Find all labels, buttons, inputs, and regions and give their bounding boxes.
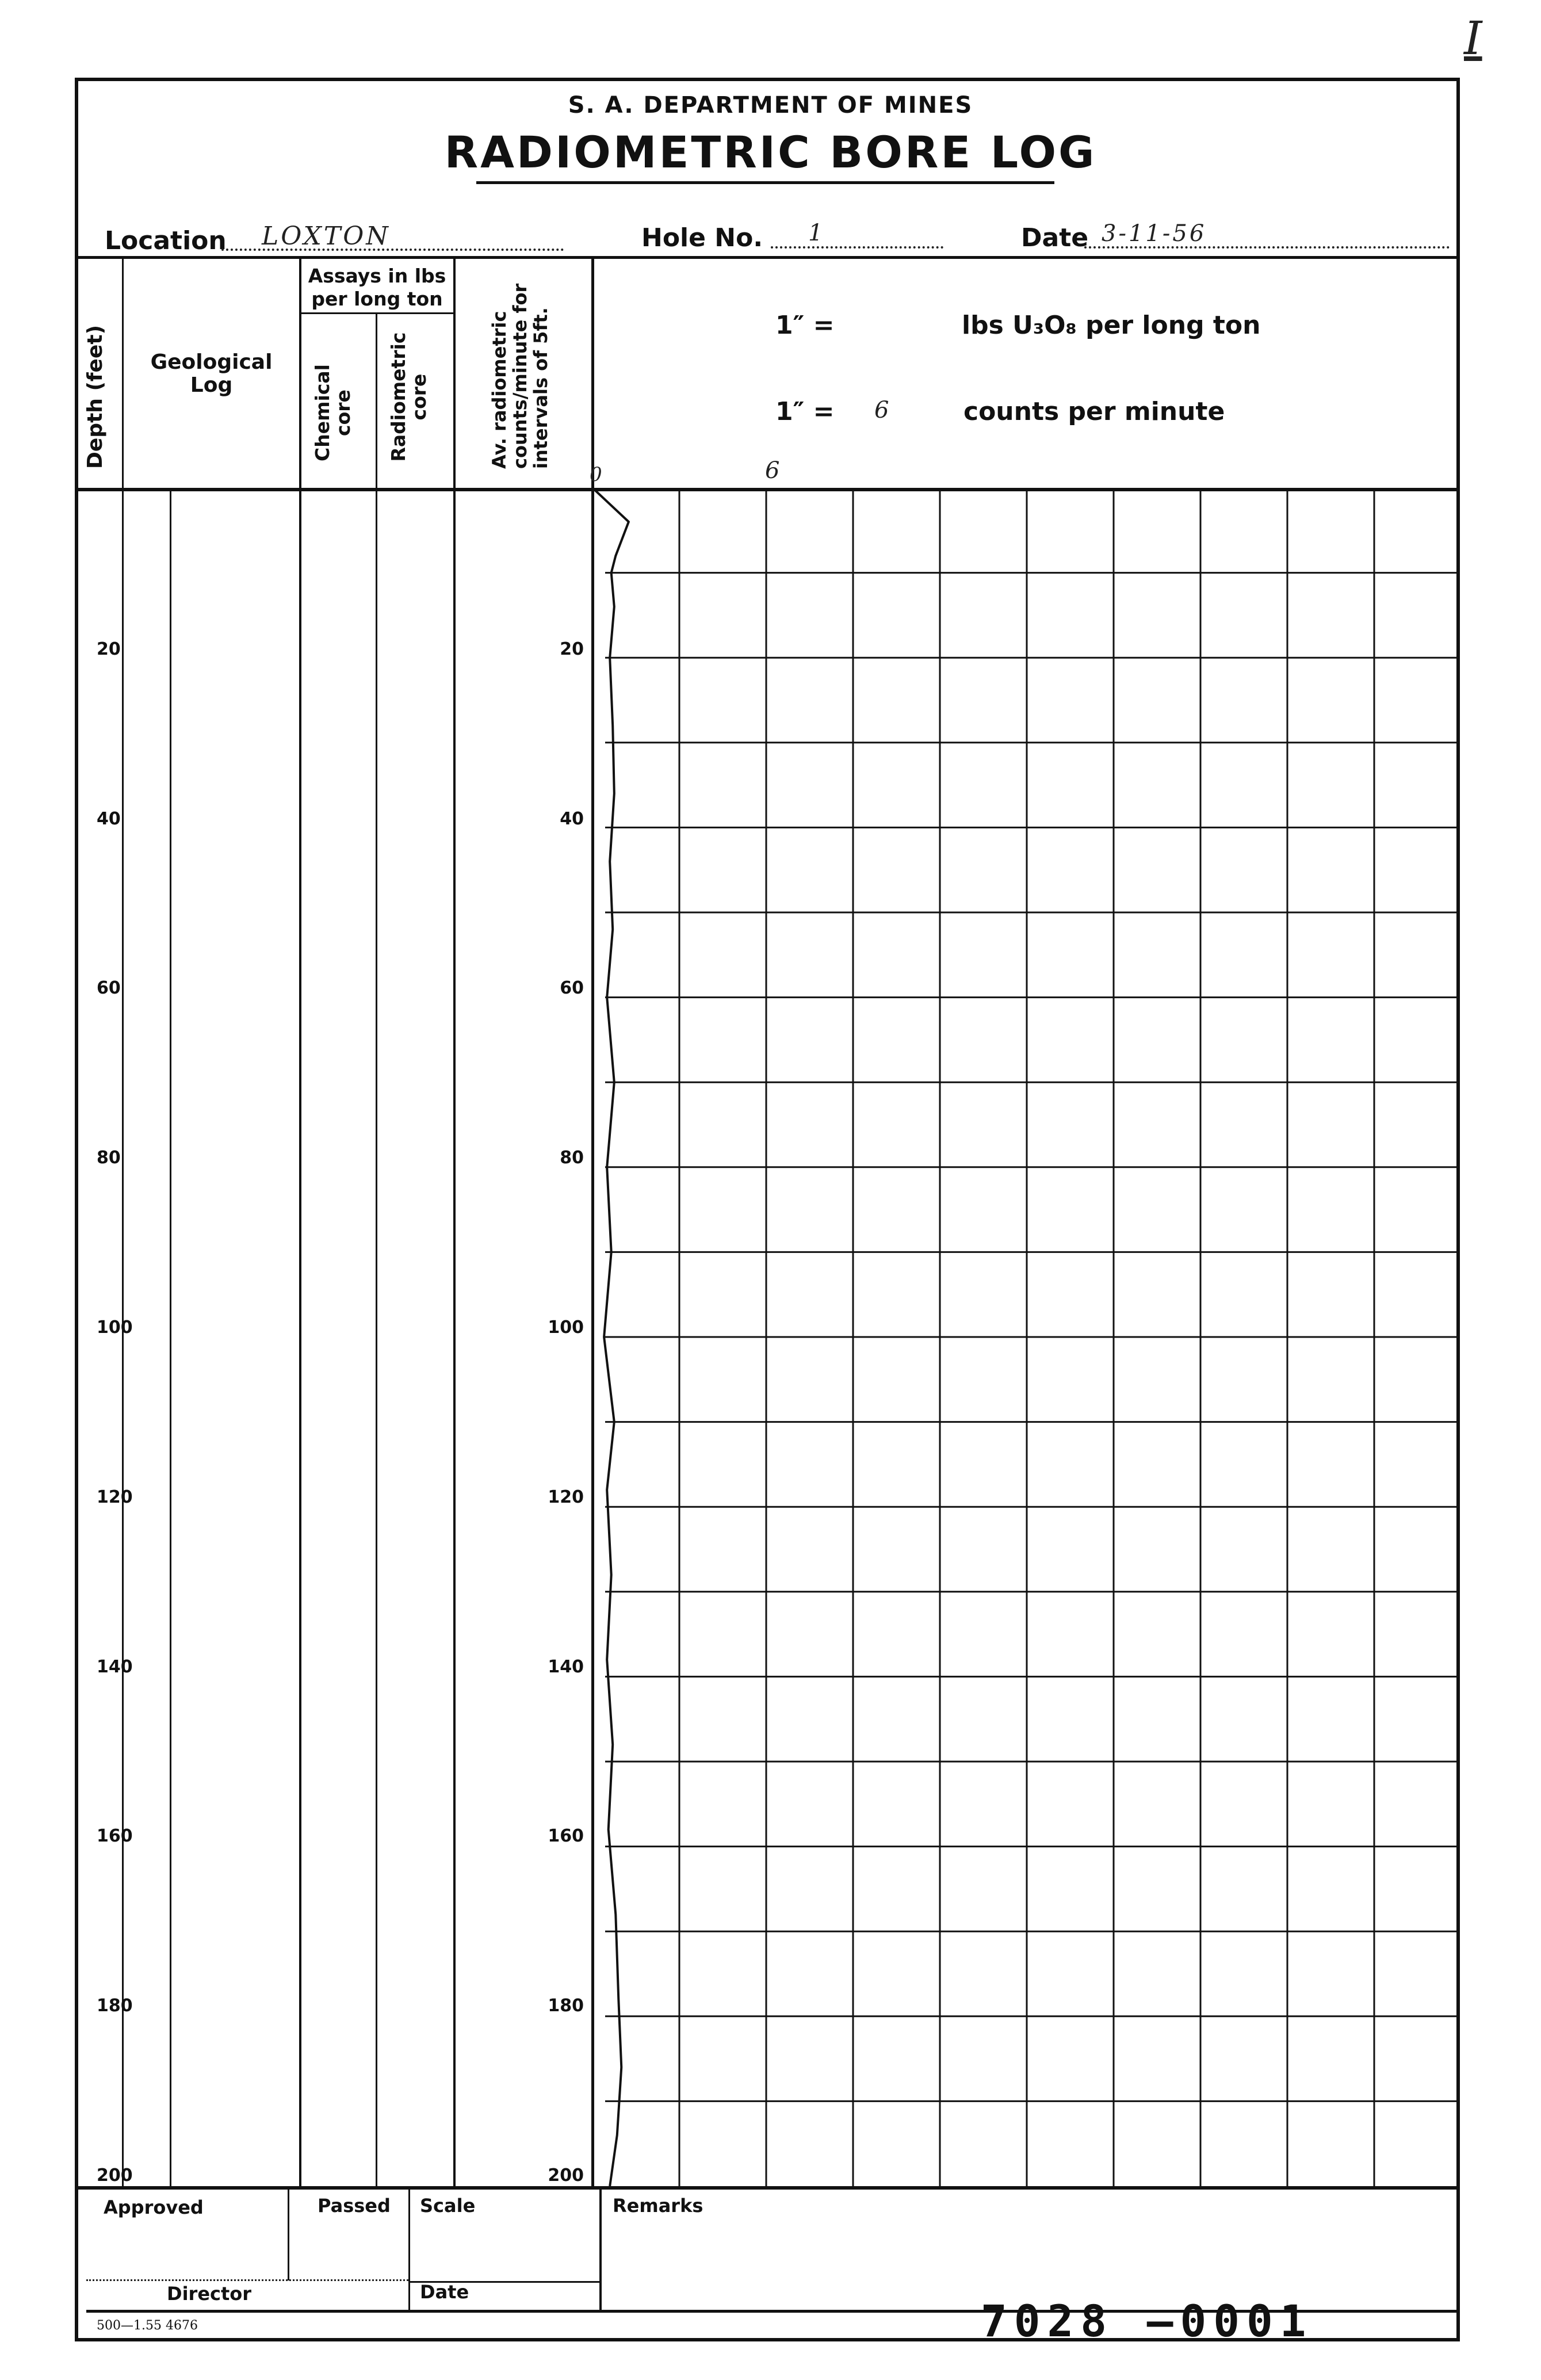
scale-line1-unit: lbs U₃O₈ per long ton (962, 311, 1261, 340)
location-value: LOXTON (262, 221, 391, 251)
depth-tick-label: 20 (97, 639, 121, 659)
depth-tick-label: 40 (97, 808, 121, 829)
depth-tick-label: 160 (97, 1826, 133, 1847)
footer-divider-approved (288, 2188, 289, 2280)
depth-tick-label: 20 (560, 639, 584, 659)
depth-tick-label: 100 (548, 1317, 584, 1338)
hole-label: Hole No. (641, 223, 763, 253)
scale-line2-value: 6 (874, 397, 889, 423)
axis-six-label: 6 (765, 457, 780, 484)
divider-geological (299, 258, 301, 2187)
date-footer-label: Date (420, 2281, 469, 2303)
divider-depth (122, 258, 124, 2187)
axis-zero-label: 0 (590, 463, 602, 486)
depth-tick-label: 160 (548, 1826, 584, 1847)
depth-tick-label: 60 (560, 978, 584, 999)
depth-tick-label: 120 (97, 1487, 133, 1507)
depth-tick-label: 80 (97, 1148, 121, 1168)
divider-chemical (376, 314, 377, 2187)
title-underline (476, 181, 1054, 184)
depth-tick-label: 60 (97, 978, 121, 999)
director-label: Director (167, 2283, 252, 2305)
footer-divider-remarks (599, 2188, 602, 2313)
hole-line (771, 246, 943, 249)
radiometric-column-header: Radiometric core (387, 332, 430, 462)
depth-tick-label: 100 (97, 1317, 133, 1338)
geological-column-header: Geological Log (150, 350, 273, 397)
remarks-label: Remarks (613, 2195, 703, 2217)
form-title: RADIOMETRIC BORE LOG (444, 127, 1097, 178)
counts-column-header: Av. radiometric counts/minute for intervals of 5ft. (488, 283, 552, 469)
scale-line1-prefix: 1″ = (775, 311, 835, 340)
radiometric-log-chart (592, 488, 1460, 2191)
page-number: I (1464, 12, 1482, 65)
depth-tick-label: 120 (548, 1487, 584, 1507)
approved-label: Approved (104, 2196, 204, 2218)
scale-line2-unit: counts per minute (963, 397, 1225, 426)
depth-column-header: Depth (feet) (83, 324, 107, 469)
department-heading: S. A. DEPARTMENT OF MINES (568, 92, 973, 119)
divider-radiometric (453, 258, 456, 2187)
assays-column-header: Assays in lbs per long ton (308, 265, 446, 310)
hole-value: 1 (808, 220, 823, 246)
date-label: Date (1021, 223, 1089, 253)
depth-tick-label: 140 (97, 1656, 133, 1677)
footer-divider-passed (408, 2188, 410, 2313)
form-number: 500—1.55 4676 (97, 2318, 198, 2333)
passed-label: Passed (318, 2195, 391, 2217)
stamp-number: 7028 —0001 (981, 2295, 1313, 2347)
depth-tick-label: 200 (97, 2165, 133, 2186)
depth-tick-label: 200 (548, 2165, 584, 2186)
depth-tick-label: 140 (548, 1656, 584, 1677)
footer-top-rule (75, 2186, 1460, 2190)
column-header-top-rule (75, 256, 1460, 259)
depth-tick-label: 80 (560, 1148, 584, 1168)
divider-depth-inner (170, 490, 171, 2186)
chemical-column-header: Chemical core (311, 364, 354, 461)
date-value: 3-11-56 (1102, 220, 1207, 247)
scale-line2-prefix: 1″ = (775, 397, 835, 426)
director-signature-line (86, 2279, 408, 2281)
depth-tick-label: 180 (97, 1996, 133, 2016)
assays-header-rule (300, 312, 454, 314)
scale-label: Scale (420, 2195, 476, 2217)
depth-tick-label: 40 (560, 808, 584, 829)
depth-tick-label: 180 (548, 1996, 584, 2016)
location-label: Location (105, 226, 227, 255)
